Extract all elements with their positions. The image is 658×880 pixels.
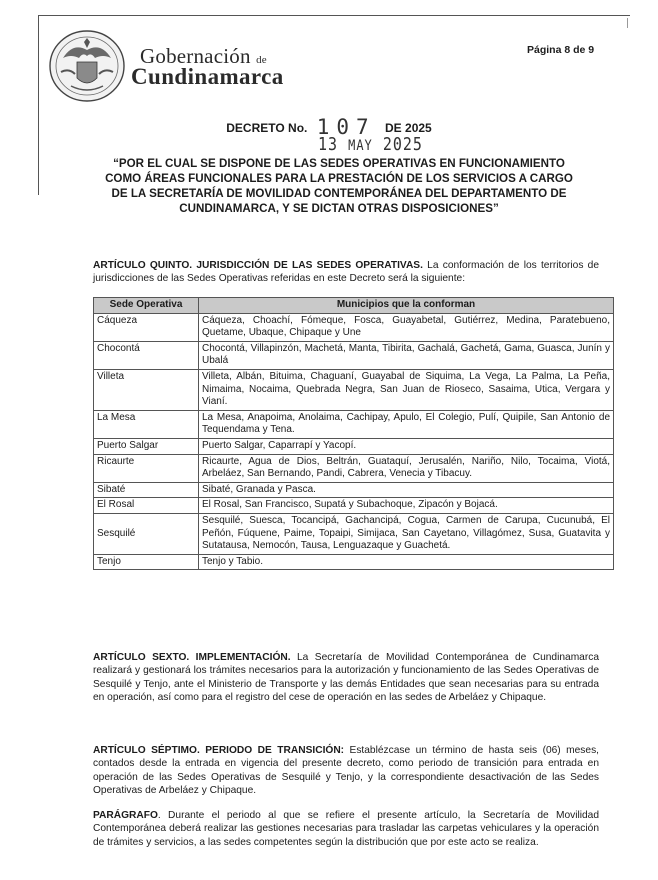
column-header-municipios: Municipios que la conforman	[199, 298, 614, 314]
sede-cell: Tenjo	[94, 554, 199, 570]
date-stamp-day: 13	[318, 133, 339, 155]
article-seven	[93, 744, 599, 798]
article-six	[93, 651, 599, 705]
sede-cell: Sesquilé	[94, 513, 199, 554]
article-seven-text: Establézcase un término de hasta seis (06) meses, contados desde la entrada en vigencia del presente decreto, como periodo de transición para entrada en operación de las Sedes Operativas de Sesquilé y Tenjo, y la correspondiente desactivación de las Sedes Operativas de Arbeláez y Chipaque.	[93, 745, 599, 797]
sede-cell: Cáqueza	[94, 313, 199, 341]
municipios-cell: La Mesa, Anapoima, Anolaima, Cachipay, Apulo, El Colegio, Pulí, Quipile, San Antonio de Tequendama y Tena.	[199, 410, 614, 438]
column-header-sede: Sede Operativa	[94, 298, 199, 314]
date-stamp-month: MAY	[348, 136, 373, 154]
paragraph-heading: PARÁGRAFO	[93, 810, 158, 821]
table-row	[94, 482, 614, 498]
municipios-cell: El Rosal, San Francisco, Supatá y Subachoque, Zipacón y Bojacá.	[199, 498, 614, 514]
article-five	[93, 259, 599, 286]
date-stamp	[318, 133, 423, 155]
municipios-cell: Chocontá, Villapinzón, Machetá, Manta, Tibirita, Gachalá, Gachetá, Gama, Guasca, Junín y Ubalá	[199, 341, 614, 369]
table-row	[94, 498, 614, 514]
table-row	[94, 554, 614, 570]
municipios-cell: Cáqueza, Choachí, Fómeque, Fosca, Guayabetal, Gutiérrez, Medina, Paratebueno, Quetame, Ubaque, Chipaque y Une	[199, 313, 614, 341]
table-row	[94, 313, 614, 341]
scan-mark	[627, 18, 628, 28]
table-row	[94, 410, 614, 438]
table-row	[94, 513, 614, 554]
brand-de: de	[256, 54, 267, 66]
page-number: Página 8 de 9	[527, 44, 595, 56]
table-row	[94, 438, 614, 454]
decree-prefix: DECRETO No.	[226, 121, 308, 135]
sede-cell: Villeta	[94, 369, 199, 410]
sede-cell: Puerto Salgar	[94, 438, 199, 454]
table-row	[94, 454, 614, 482]
article-five-text: La conformación de los territorios de jurisdicciones de las Sedes Operativas referidas en este Decreto será la siguiente:	[93, 260, 599, 285]
municipios-cell: Villeta, Albán, Bituima, Chaguaní, Guayabal de Siquima, La Vega, La Palma, La Peña, Nimaima, Nocaima, Quebrada Negra, San Juan de Rioseco, Sasaima, Utica, Vergara y Vianí.	[199, 369, 614, 410]
jurisdiction-table	[93, 297, 614, 570]
page-border-top	[38, 15, 630, 16]
article-seven-heading: ARTÍCULO SÉPTIMO. PERIODO DE TRANSICIÓN:	[93, 745, 345, 756]
date-stamp-year: 2025	[382, 133, 423, 155]
sede-cell: Ricaurte	[94, 454, 199, 482]
paragraph-clause	[93, 809, 599, 849]
table-row	[94, 369, 614, 410]
brand-cundinamarca: Cundinamarca	[131, 64, 284, 89]
municipios-cell: Sesquilé, Suesca, Tocancipá, Gachancipá, Cogua, Carmen de Carupa, Cucunubá, El Peñón, Fúquene, Paime, Topaipi, Simijaca, San Cayetano, Villagómez, Susa, Guatavita y Sutatausa, Nemocón, Tausa, Lenguazaque y Guachetá.	[199, 513, 614, 554]
municipios-cell: Ricaurte, Agua de Dios, Beltrán, Guataquí, Jerusalén, Nariño, Nilo, Tocaima, Viotá, Arbeláez, San Bernando, Pandi, Cabrera, Venecia y Tibacuy.	[199, 454, 614, 482]
brand-gobernacion: Gobernación	[140, 44, 251, 68]
table-header-row	[94, 298, 614, 314]
coat-of-arms-logo	[47, 28, 127, 104]
sede-cell: El Rosal	[94, 498, 199, 514]
article-five-heading: ARTÍCULO QUINTO. JURISDICCIÓN DE LAS SEDES OPERATIVAS.	[93, 260, 423, 271]
municipios-cell: Puerto Salgar, Caparrapí y Yacopí.	[199, 438, 614, 454]
municipios-cell: Tenjo y Tabio.	[199, 554, 614, 570]
decree-year: DE 2025	[385, 121, 432, 135]
sede-cell: Chocontá	[94, 341, 199, 369]
article-six-text: La Secretaría de Movilidad Contemporánea de Cundinamarca realizará y gestionará los trámites necesarios para la autorización y funcionamiento de las Sedes Operativas de Sesquilé y Tenjo, ante el Ministerio de Transporte y las demás Entidades que sean necesarias para su entrada en operación, así como para el registro del cese de operación en las sedes de Arbeláez y Chipaque.	[93, 652, 599, 704]
paragraph-text: . Durante el periodo al que se refiere el presente artículo, la Secretaría de Movilidad Contemporánea deberá realizar las gestiones necesarias para trasladar las carpetas vehiculares y la operación de trámites y servicios, a las sedes competentes según la distribución que por este acto se realiza.	[93, 810, 599, 848]
page-border-left	[38, 15, 39, 195]
sede-cell: La Mesa	[94, 410, 199, 438]
sede-cell: Sibaté	[94, 482, 199, 498]
table-row	[94, 341, 614, 369]
decree-title: “POR EL CUAL SE DISPONE DE LAS SEDES OPERATIVAS EN FUNCIONAMIENTO COMO ÁREAS FUNCIONALES PARA LA PRESTACIÓN DE LOS SERVICIOS A CARGO DE LA SECRETARÍA DE MOVILIDAD CONTEMPORÁNEA DEL DEPARTAMENTO DE CUNDINAMARCA, Y SE DICTAN OTRAS DISPOSICIONES”	[105, 157, 573, 215]
municipios-cell: Sibaté, Granada y Pasca.	[199, 482, 614, 498]
article-six-heading: ARTÍCULO SEXTO. IMPLEMENTACIÓN.	[93, 652, 291, 663]
decree-number: 107	[316, 115, 376, 139]
